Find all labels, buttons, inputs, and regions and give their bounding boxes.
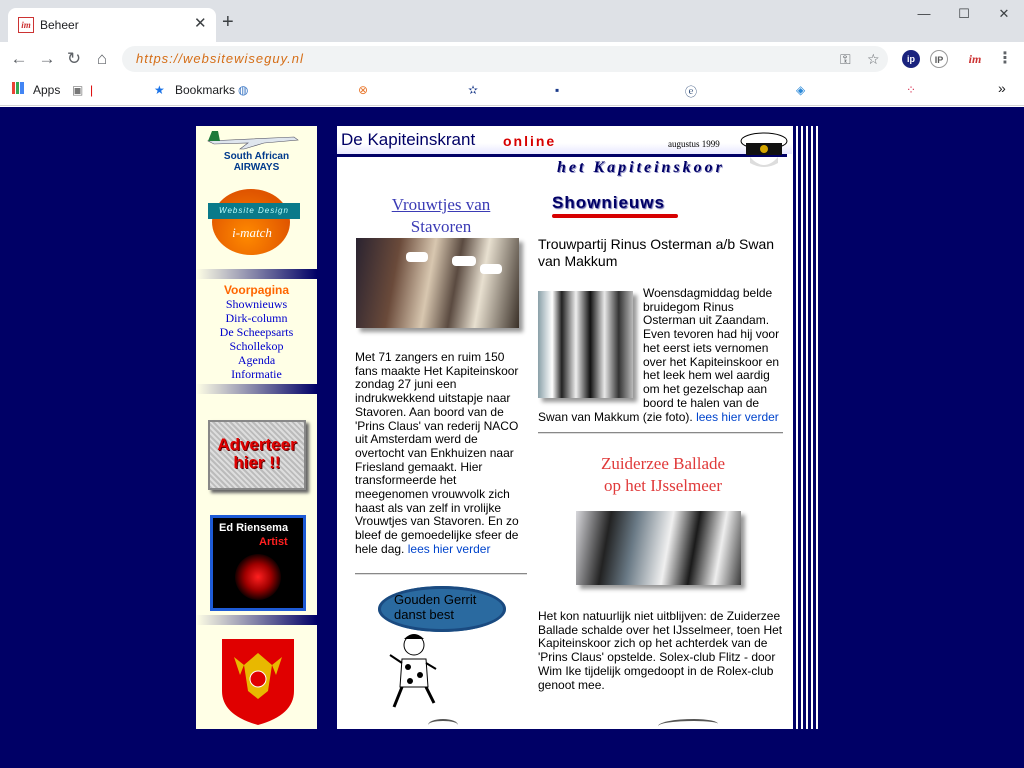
blue-square-icon[interactable]: ▪	[555, 83, 560, 97]
tab-strip	[0, 0, 1024, 42]
nav-item-informatie[interactable]: Informatie	[231, 367, 282, 381]
tab-title: Beheer	[40, 18, 79, 32]
bookmarks-star-icon[interactable]: ★	[154, 83, 165, 97]
airline-sub: AIRWAYS	[233, 162, 280, 173]
e-circle-icon[interactable]: ⓔ	[685, 85, 698, 99]
heading-line: Zuiderzee Ballade	[600, 454, 726, 473]
trouwpartij-read-more-link[interactable]: lees hier verder	[696, 410, 779, 424]
cart-icon[interactable]: ▣	[72, 83, 84, 97]
stavoren-article	[355, 351, 525, 557]
zuiderzee-text: Het kon natuurlijk niet uitblijven: de Zuiderzee Ballade schalde over het IJsselmeer, toen Het Kapiteinskoor zich op het achterdek van de 'Prins Claus' opstelde. Solex-club Flitz - door Wim Ike tijdelijk omgedoopt in de Rolex-club genoot mee.	[538, 609, 783, 692]
artist-name: Ed Riensema	[219, 522, 289, 534]
stavoren-read-more-link[interactable]: lees hier verder	[407, 541, 491, 556]
bookmarks-folder[interactable]: Bookmarks	[175, 83, 236, 97]
im-extension-icon[interactable]: im	[968, 52, 982, 66]
ip-extension-icon[interactable]: ip	[902, 50, 920, 68]
section-underline	[552, 214, 678, 218]
section-shownieuws: Shownieuws	[552, 193, 665, 212]
star-icon[interactable]: ☆	[867, 51, 880, 67]
nav-item-dirk-column[interactable]: Dirk-column	[225, 311, 288, 325]
saa-logo-text[interactable]	[198, 151, 315, 173]
article-heading-stavoren[interactable]: Stavoren	[410, 217, 472, 236]
heading-line: op het IJsselmeer	[603, 476, 723, 495]
stavoren-photo	[356, 238, 519, 328]
bookmark-divider: |	[90, 83, 94, 97]
divider	[538, 432, 783, 434]
home-icon[interactable]: ⌂	[96, 49, 108, 68]
captain-hat-icon	[740, 127, 788, 173]
striped-border	[793, 126, 818, 729]
bottom-ornament-icon	[428, 719, 458, 731]
bookmarks-bar	[0, 76, 1024, 106]
maximize-button[interactable]: ☐	[958, 6, 970, 21]
left-nav	[196, 283, 317, 381]
browser-tab[interactable]	[8, 8, 216, 42]
address-bar[interactable]	[122, 46, 888, 72]
ed-riensema-artist-banner[interactable]	[210, 515, 306, 611]
blue-drop-icon[interactable]: ◈	[796, 83, 806, 97]
masthead-rule	[337, 154, 787, 157]
zuiderzee-photo	[576, 511, 741, 585]
orange-x-icon[interactable]: ⊗	[358, 83, 369, 97]
stavoren-text: Met 71 zangers en ruim 150 fans maakte Het Kapiteinskoor zondag 27 juni een indrukwekkend uitstapje naar Stavoren. Aan boord van de 'Prins Claus' van rederij NACO uit Amsterdam werd de overtocht van Enkhuizen naar Friesland gemaakt. Hier transformeerde het meegenomen vrouwvolk zich haast als van zelf in vrolijke Vrouwtjes van Stavoren. En zo bleef de gemoedelijke sfeer de hele dag.	[355, 350, 519, 556]
article-heading-zuiderzee	[540, 453, 786, 497]
article-headline-trouwpartij: Trouwpartij Rinus Osterman a/b Swan van Makkum	[538, 236, 775, 269]
imatch-logo[interactable]	[208, 189, 298, 259]
reload-icon[interactable]: ↻	[66, 49, 82, 68]
more-bookmarks-icon[interactable]: »	[998, 80, 1006, 96]
gouden-gerrit-bubble[interactable]: Gouden Gerrit danst best	[378, 586, 506, 632]
sidebar-divider	[196, 269, 317, 279]
russian-coat-of-arms-icon[interactable]	[220, 635, 296, 725]
advert-banner[interactable]: Adverteer hier !!	[208, 420, 306, 490]
airline-name: South African	[223, 151, 290, 162]
sidebar-divider	[196, 615, 317, 625]
tab-close-icon[interactable]: ✕	[194, 15, 207, 32]
star-bookmark-icon[interactable]: ✫	[468, 83, 479, 97]
ip-lookup-extension-icon[interactable]: IP	[930, 50, 948, 68]
heading-line[interactable]: Vrouwtjes van	[391, 195, 491, 214]
close-window-button[interactable]: ✕	[998, 6, 1010, 21]
article-heading-vrouwtjes[interactable]	[358, 194, 524, 216]
imatch-top-text: Website Design	[208, 203, 300, 219]
imatch-label: i-match	[232, 225, 272, 240]
dancing-clown-icon	[388, 629, 438, 711]
choir-subtitle: het Kapiteinskoor	[557, 159, 725, 176]
tab-favicon-icon: im	[18, 17, 34, 33]
new-tab-button[interactable]: +	[222, 11, 234, 33]
trouwpartij-photo	[538, 291, 633, 398]
nav-item-scheepsarts[interactable]: De Scheepsarts	[219, 325, 294, 339]
trouwpartij-text-top: Woensdagmiddag belde bruidegom Rinus Osterman uit Zaandam. Even tevoren had hij voor het eerst iets vernomen over het Kapiteinskoor en het leek hem wel aardig om het gezelschap aan boord te halen van de	[643, 286, 780, 410]
issue-date: augustus 1999	[668, 139, 720, 149]
url-text[interactable]: https://websitewiseguy.nl	[136, 51, 304, 66]
back-icon[interactable]: ←	[10, 49, 28, 68]
page-title: De Kapiteinskrant	[341, 130, 476, 149]
main-edge	[333, 126, 337, 729]
nav-item-voorpagina[interactable]: Voorpagina	[223, 283, 290, 297]
sidebar-divider	[196, 384, 317, 394]
nav-item-shownieuws[interactable]: Shownieuws	[225, 297, 288, 311]
apps-bookmark[interactable]: Apps	[33, 83, 61, 97]
bottom-ornament-icon	[658, 719, 718, 731]
divider	[355, 573, 527, 575]
trouwpartij-text-bottom: Swan van Makkum (zie foto). lees hier verder	[538, 410, 779, 424]
pink-dots-icon[interactable]: ⁘	[906, 83, 917, 97]
key-icon[interactable]: ⚿	[840, 51, 851, 67]
nav-item-schollekop[interactable]: Schollekop	[229, 339, 284, 353]
menu-icon[interactable]: ⋮	[997, 50, 1013, 67]
apps-grid-icon[interactable]	[12, 82, 24, 94]
artist-label: Artist	[259, 536, 288, 548]
forward-icon[interactable]: →	[38, 49, 56, 68]
online-label: online	[503, 133, 557, 149]
page-background	[0, 107, 1024, 768]
globe-icon[interactable]: ◍	[238, 83, 249, 97]
red-glow-icon	[235, 554, 281, 600]
minimize-button[interactable]: —	[917, 6, 931, 21]
nav-item-agenda[interactable]: Agenda	[237, 353, 276, 367]
